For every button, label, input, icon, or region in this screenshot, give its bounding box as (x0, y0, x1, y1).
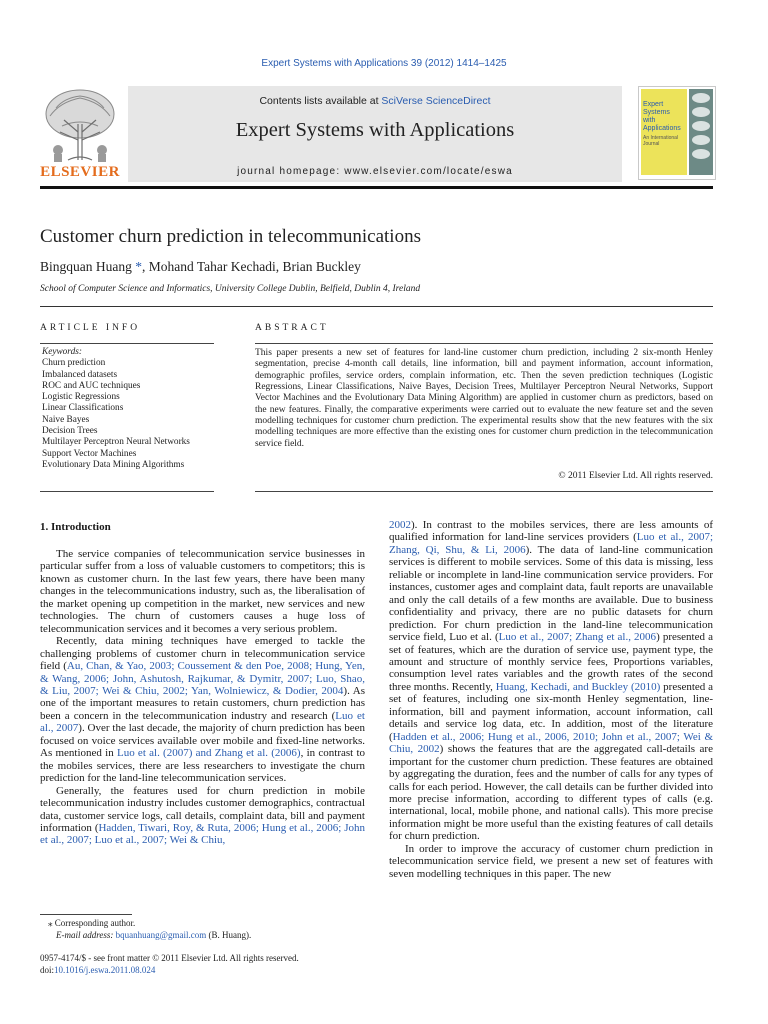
citation-link[interactable]: Luo et al. (2007) and Zhang et al. (2006) (116, 747, 301, 760)
header-rule (40, 186, 713, 189)
abstract-rule-bottom (255, 491, 713, 492)
cover-title-line: Expert (643, 101, 664, 108)
corresponding-author-mark[interactable]: * (131, 259, 142, 274)
cover-title (643, 101, 685, 147)
homepage-prefix: journal homepage: (237, 166, 345, 177)
abstract-rule (255, 343, 713, 344)
paragraph: In order to improve the accuracy of customer churn prediction in telecommunication service field, we present a new set of features with seven modelling techniques in this paper. The new (389, 842, 713, 880)
abstract-copyright: © 2011 Elsevier Ltd. All rights reserved. (558, 471, 713, 481)
citation-link[interactable]: 2002 (389, 519, 411, 531)
footnote-rule (40, 914, 132, 915)
cover-subtitle: An International Journal (643, 135, 679, 147)
citation-link[interactable]: Luo et al., 2007 (40, 709, 365, 735)
keywords-label: Keywords: (42, 347, 82, 357)
cover-title-line: Systems (643, 109, 670, 116)
cover-title-line: with (643, 117, 656, 124)
citation-link[interactable]: Luo et al., 2007; Zhang, Qi, Shu, & Li, 2006 (389, 531, 714, 556)
journal-homepage (128, 166, 622, 177)
keyword: Support Vector Machines (42, 448, 137, 459)
keyword: Naive Bayes (42, 414, 90, 425)
author-email-link[interactable]: bquanhuang@gmail.com (115, 930, 207, 940)
paragraph: The service companies of telecommunication service businesses in particular suffer from a loss of valuable customers to competitors; this is known as customer churn. In the last few years, there have been many changes in the telecommunications industry, such as, the liberalisation of the market opening up competition in the market, new services and new technologies. The churn of customers causes a huge loss of telecommunication services and it becomes a very serious problem. (40, 548, 365, 635)
elsevier-wordmark: ELSEVIER (40, 164, 120, 180)
journal-title: Expert Systems with Applications (235, 119, 515, 141)
email-suffix: (B. Huang). (206, 930, 252, 940)
body-column-left (40, 548, 365, 847)
author-names-rest: , Mohand Tahar Kechadi, Brian Buckley (142, 259, 361, 274)
author-name: Bingquan Huang (40, 259, 132, 274)
journal-citation[interactable]: Expert Systems with Applications 39 (2012) 1414–1425 (261, 58, 507, 69)
doi-link[interactable]: 10.1016/j.eswa.2011.08.024 (54, 965, 156, 975)
corresponding-author-note: ⁎ Corresponding author. (48, 918, 136, 928)
keyword: Evolutionary Data Mining Algorithms (42, 459, 185, 470)
paragraph: Recently, data mining techniques have emerged to tackle the challenging problems of customer churn in telecommunication service field (Au, Chan, & Yao, 2003; Coussement & den Poe, 2008; Hung, Yen, & Wang, 2006; John, Ashutosh, Rajkumar, & Dymitr, 2007; Luo, Shao, & Liu, 2007; Wei & Chiu, 2002; Yan, Wolniewicz, & Dodier, 2004). As one of the important measures to retain customers, churn prediction has been a concern in the telecommunication industry and research (Luo et al., 2007). Over the last decade, the majority of churn prediction has been focused on voice services available over mobile and fixed-line networks. As mentioned in Luo et al. (2007) and Zhang et al. (2006), in contrast to the mobiles services, there are less researchers to investigate the churn prediction for the land-line telecommunication services. (40, 635, 366, 785)
section-heading-introduction: 1. Introduction (40, 521, 111, 533)
article-info-rule-bottom (40, 491, 214, 492)
article-title: Customer churn prediction in telecommunications (40, 226, 421, 247)
keyword: Linear Classifications (42, 403, 124, 414)
keyword: Churn prediction (42, 358, 106, 369)
sciencedirect-link[interactable]: SciVerse ScienceDirect (381, 95, 491, 107)
journal-cover-thumbnail[interactable] (638, 86, 716, 180)
cover-side-panel (689, 89, 713, 175)
doi-prefix: doi: (40, 965, 55, 975)
citation-link[interactable]: Hadden et al., 2006; Hung et al., 2006, 2010; John et al., 2007; Wei & Chiu, 2002 (389, 730, 713, 756)
abstract-body: This paper presents a new set of features for land-line customer churn prediction, including 2 six-month Henley segmentation, precise 4-month call details, line information, bill and payment information, account information, demographic profiles, service orders, complain information, etc. Then the seven prediction techniques (Logistic Regressions, Linear Classifications, Naive Bayes, Decision Trees, Multilayer Perceptron Neural Networks, Support Vector Machines and the Evolutionary Data Mining Algorithm) are applied in customer churn as predictors, based on the new features. Finally, the comparative experiments were carried out to evaluate the new feature set and the seven modelling techniques for customer churn prediction. The experimental results show that the new features with the six modelling techniques are more effective than the existing ones for customer churn prediction in the telecommunication service field. (255, 348, 713, 449)
contents-prefix: Contents lists available at (259, 95, 382, 107)
contents-line (128, 95, 622, 107)
article-info-rule (40, 343, 214, 344)
keyword: ROC and AUC techniques (42, 380, 141, 391)
email-label: E-mail address: (56, 930, 116, 940)
citation-link[interactable]: Hadden, Tiwari, Roy, & Ruta, 2006; Hung et al., 2006; John et al., 2007; Luo et al., 2007; Wei & Chiu, (40, 821, 365, 847)
front-matter (40, 952, 365, 976)
article-info-heading: ARTICLE INFO (40, 323, 141, 333)
homepage-url-link[interactable]: www.elsevier.com/locate/eswa (344, 166, 513, 177)
doi-line (40, 964, 365, 976)
keyword: Multilayer Perceptron Neural Networks (42, 437, 190, 448)
footnote (40, 917, 365, 941)
keywords-list (42, 347, 214, 471)
issn-line: 0957-4174/$ - see front matter © 2011 Elsevier Ltd. All rights reserved. (40, 953, 299, 963)
body-column-right (389, 519, 713, 880)
citation-link[interactable]: Huang, Kechadi, and Buckley (2010) (495, 680, 661, 693)
title-rule (40, 306, 713, 307)
paragraph: 2002). In contrast to the mobiles services, there are less amounts of qualified information for land-line services providers (Luo et al., 2007; Zhang, Qi, Shu, & Li, 2006). The data of land-line communication services is different to mobile services. Some of this data is missing, less reliable or incomplete in land-line communication service providers. For instances, customer ages and complaint data, fault reports are unavailable and only the call details of a few months are available. Due to business confidentiality and privacy, there are no public datasets for churn prediction. For churn prediction in the land-line telecommunication service field, Luo et al. (Luo et al., 2007; Zhang et al., 2006) presented a set of features, which are the duration of service use, payment type, the amount and structure of monthly service fees, Proportions variables, consumption level rates variables and the growth rates of the second three months. Recently, Huang, Kechadi, and Buckley (2010) presented a set of features, including one six-month Henley segmentation, line-information, bill and payment information, account information, call details and service log data, etc. In addition, most of the literature (Hadden et al., 2006; Hung et al., 2006, 2010; John et al., 2007; Wei & Chiu, 2002) shows the features that are the aggregated call-details are important for the customer churn prediction. These features are obtained by aggregating the duration, fees and the number of calls for any types of calls for each period. However, the call details can be further divided into more precise information, according to different types of calls (e.g. international, local, mobile phone, and national calls). This more precise information might be more useful than the existing features of call details for churn prediction. (389, 519, 714, 843)
cover-title-line: Applications (643, 125, 681, 132)
author-list (40, 259, 361, 275)
paragraph: Generally, the features used for churn prediction in mobile telecommunication industry includes customer demographics, contractual data, customer service logs, call details, complaint data, bill and payment information (Hadden, Tiwari, Roy, & Ruta, 2006; Hung et al., 2006; John et al., 2007; Luo et al., 2007; Wei & Chiu, (40, 784, 365, 847)
author-affiliation: School of Computer Science and Informatics, University College Dublin, Belfield, Dublin 4, Ireland (40, 284, 421, 294)
keyword: Decision Trees (42, 426, 98, 437)
keyword: Logistic Regressions (42, 392, 120, 403)
citation-link[interactable]: Au, Chan, & Yao, 2003; Coussement & den Poe, 2008; Hung, Yen, & Wang, 2006; John, Ashutosh, Rajkumar, & Dymitr, 2007; Luo, Shao, & Liu, 2007; Wei & Chiu, 2002; Yan, Wolniewicz, & Dodier, 2004 (40, 660, 365, 697)
abstract-heading: ABSTRACT (255, 323, 329, 333)
citation-link[interactable]: Luo et al., 2007; Zhang et al., 2006 (498, 631, 657, 644)
footnote-email-line (40, 929, 365, 941)
keyword: Imbalanced datasets (42, 369, 118, 380)
